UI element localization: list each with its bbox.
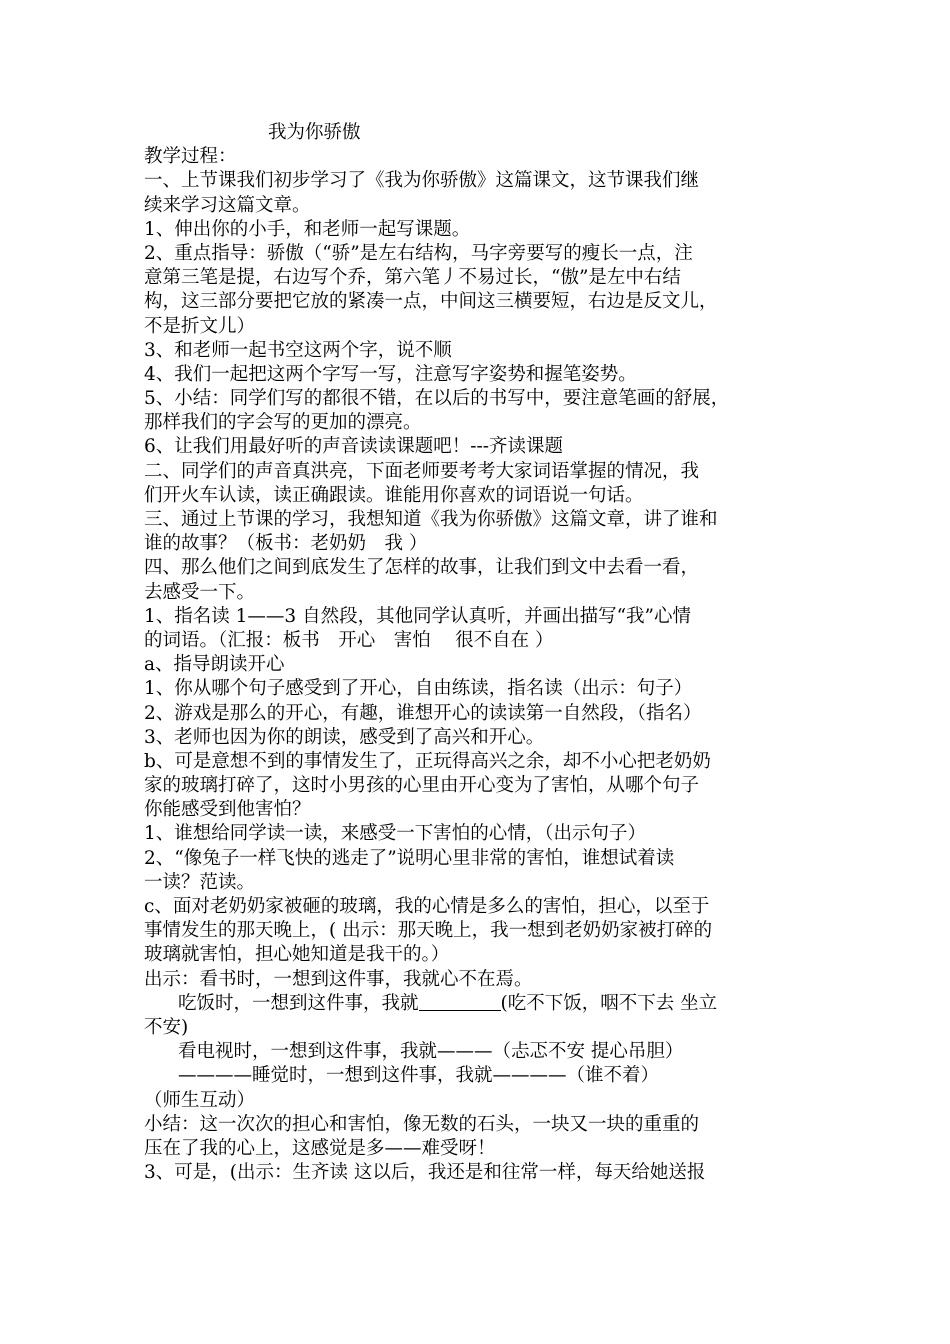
text-line: 四、那么他们之间到底发生了怎样的故事，让我们到文中去看一看， [144,557,700,579]
text-line: 们开火车认读，读正确跟读。谁能用你喜欢的词语说一句话。 [144,484,644,506]
text-line: 3、老师也因为你的朗读，感受到了高兴和开心。 [144,726,545,748]
text-line: 出示：看书时，一想到这件事，我就心不在焉。 [144,968,533,990]
text-line: 2、游戏是那么的开心，有趣，谁想开心的读读第一自然段，（指名） [144,702,702,724]
fill-in-suffix: (吃不下饭，咽不下去 坐立 [500,992,718,1014]
text-line: 5、小结：同学们写的都很不错，在以后的书写中，要注意笔画的舒展， [144,388,730,410]
last-line: 3、可是，(出示：生齐读 这以后，我还是和往常一样，每天给她送报 [144,1162,706,1184]
text-line: 意第三笔是提，右边写个乔，第六笔丿不易过长，“傲”是左中右结 [144,267,681,289]
text-line: 二、同学们的声音真洪亮，下面老师要考考大家词语掌握的情况，我 [144,460,700,482]
text-line: 2、重点指导：骄傲（“骄”是左右结构，马字旁要写的瘦长一点，注 [144,242,693,264]
fill-in-blank [419,992,501,1011]
tv-line: 看电视时，一想到这件事，我就———（忐忑不安 提心吊胆） [178,1041,684,1063]
document-page [144,121,816,1185]
text-line: 的词语。（汇报：板书 开心 害怕 很不自在 ） [144,629,554,651]
text-line: a、指导朗读开心 [144,654,285,676]
text-line: 1、谁想给同学读一读，来感受一下害怕的心情，（出示句子） [144,823,647,845]
text-line: c、面对老奶奶家被砸的玻璃，我的心情是多么的害怕，担心，以至于 [144,896,710,917]
document-title: 我为你骄傲 [268,122,361,143]
text-line: 不是折文儿） [144,315,256,337]
fill-in-line-continued: 不安) [144,1016,189,1038]
text-line: 教学过程： [144,146,237,168]
text-line: b、可是意想不到的事情发生了，正玩得高兴之余，却不小心把老奶奶 [144,750,711,772]
text-line: 续来学习这篇文章。 [144,194,311,216]
text-line: 3、和老师一起书空这两个字，说不顺 [144,339,452,361]
text-line: 事情发生的那天晚上，( 出示：那天晚上，我一想到老奶奶家被打碎的 [144,920,713,942]
text-line: 那样我们的字会写的更加的漂亮。 [144,412,422,434]
summary-line: 压在了我的心上，这感觉是多——难受呀！ [144,1137,496,1159]
fill-in-line [144,992,816,1016]
text-line: 2、“像兔子一样飞快的逃走了”说明心里非常的害怕，谁想试着读 [144,847,675,869]
text-line: 谁的故事？（板书：老奶奶 我 ） [144,533,428,555]
text-line: 6、让我们用最好听的声音读读课题吧！---齐读课题 [144,436,564,458]
document-body [144,145,816,992]
text-line: 构，这三部分要把它放的紧凑一点，中间这三横要短，右边是反文儿， [144,291,718,313]
text-line: 4、我们一起把这两个字写一写，注意写字姿势和握笔姿势。 [144,363,637,385]
text-line: 1、伸出你的小手，和老师一起写课题。 [144,218,471,240]
summary-line: 小结：这一次次的担心和害怕，像无数的石头，一块又一块的重重的 [144,1113,700,1135]
sleep-line: ————睡觉时，一想到这件事，我就————（谁不着） [178,1065,660,1087]
text-line: 1、指名读 1——3 自然段，其他同学认真听，并画出描写“我”心情 [144,605,691,627]
interaction-note: （师生互动） [144,1089,256,1111]
text-line: 一、上节课我们初步学习了《我为你骄傲》这篇课文，这节课我们继 [144,170,700,192]
text-line: 三、通过上节课的学习，我想知道《我为你骄傲》这篇文章，讲了谁和 [144,509,718,530]
text-line: 你能感受到他害怕？ [144,799,311,821]
text-line: 玻璃就害怕，担心她知道是我干的。） [144,944,450,966]
text-line: 一读？范读。 [144,871,256,893]
text-line: 家的玻璃打碎了，这时小男孩的心里由开心变为了害怕，从哪个句子 [144,775,700,797]
text-line: 去感受一下。 [144,581,256,603]
text-line: 1、你从哪个句子感受到了开心，自由练读，指名读（出示：句子） [144,678,693,700]
fill-in-prefix: 吃饭时，一想到这件事，我就 [178,992,419,1014]
